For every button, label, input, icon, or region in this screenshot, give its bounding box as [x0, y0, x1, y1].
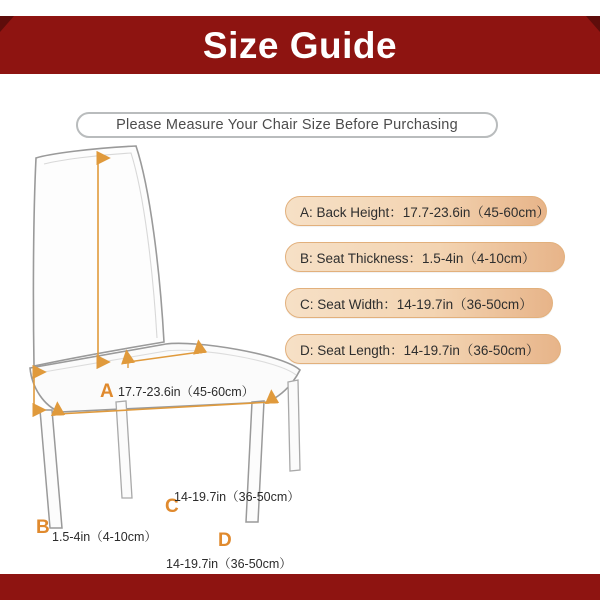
legend-item-label: D: Seat Length：14-19.7in（36-50cm）	[300, 343, 540, 358]
footer-band	[0, 574, 600, 600]
banner-corner-left-decoration	[0, 16, 14, 32]
banner-corner-right-decoration	[586, 16, 600, 32]
legend-item-label: A: Back Height：17.7-23.6in（45-60cm）	[300, 205, 550, 220]
header-banner	[0, 16, 600, 74]
chair-leg-back-right	[288, 380, 300, 471]
dimension-value-d: 14-19.7in（36-50cm）	[166, 557, 292, 571]
dimension-value-a: 17.7-23.6in（45-60cm）	[118, 385, 255, 399]
dimension-letter-d: D	[218, 530, 232, 551]
dimension-letter-b: B	[36, 517, 50, 538]
dimension-value-b: 1.5-4in（4-10cm）	[52, 530, 157, 544]
chair-leg-front-left	[40, 410, 62, 528]
measurement-legend	[285, 196, 585, 380]
subtitle-text: Please Measure Your Chair Size Before Purchasing	[116, 117, 458, 133]
dimension-letter-a: A	[100, 381, 114, 402]
legend-item-label: B: Seat Thickness：1.5-4in（4-10cm）	[300, 251, 536, 266]
dimension-value-c: 14-19.7in（36-50cm）	[174, 490, 300, 504]
page-title: Size Guide	[202, 24, 398, 66]
chair-leg-back-left	[116, 401, 132, 498]
legend-item-label: C: Seat Width：14-19.7in（36-50cm）	[300, 297, 533, 312]
dimension-letter-c: C	[165, 496, 179, 517]
chair-diagram	[0, 130, 330, 571]
